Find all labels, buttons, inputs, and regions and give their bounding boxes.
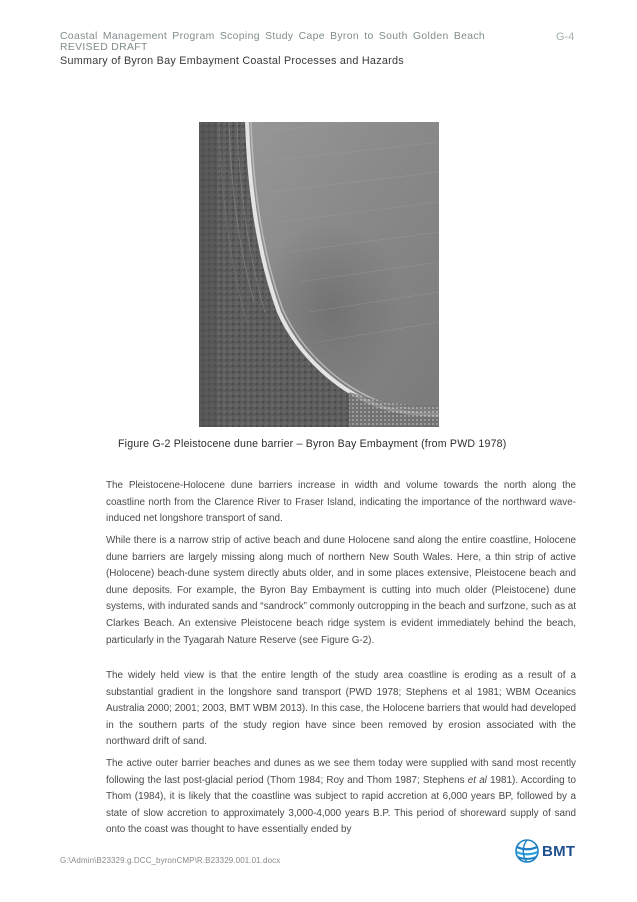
figure-caption: Figure G-2 Pleistocene dune barrier – Byron Bay Embayment (from PWD 1978) bbox=[118, 438, 507, 450]
body-paragraph: The widely held view is that the entire length of the study area coastline is eroding as a result of a substantial gradient in the longshore sand transport (PWD 1978; Stephens et al 1981; WBM Oceanics Australia 2000; 2001; 2003, BMT WBM 2013). In this case, the Holocene barriers that would had developed in the southern parts of the study region have since been removed by erosion associated with the northward drift of sand. bbox=[106, 670, 576, 748]
body-paragraph: The Pleistocene-Holocene dune barriers increase in width and volume towards the north along the coastline north from the Clarence River to Fraser Island, indicating the importance of the northward wave-induced net longshore transport of sand. bbox=[106, 480, 576, 525]
body-paragraph: While there is a narrow strip of active beach and dune Holocene sand along the entire coastline, Holocene dune barriers are largely missing along much of northern New South Wales. Here, a thin strip of active (Holocene) beach-dune system directly abuts older, and in some places extensive, Pleistocene beach and dune deposits. For example, the Byron Bay Embayment is cutting into much older (Pleistocene) dune systems, with indurated sands and “sandrock” commonly outcropping in the beach and surfzone, such as at Clarkes Beach. An extensive Pleistocene beach ridge system is evident immediately behind the beach, particularly in the Tyagarah Nature Reserve (see Figure G-2). bbox=[106, 535, 576, 646]
header-draft-status: REVISED DRAFT bbox=[60, 42, 148, 53]
header-subtitle: Summary of Byron Bay Embayment Coastal Processes and Hazards bbox=[60, 55, 404, 67]
body-paragraph bbox=[106, 756, 576, 839]
paragraph-text: The active outer barrier beaches and dunes as we see them today were supplied with sand most recently following the last post-glacial period (Thom 1984; Roy and Thom 1987; Stephens bbox=[106, 758, 576, 786]
paragraph-text: 1981). According to Thom (1984), it is likely that the coastline was subject to rapid accretion at 6,000 years BP, followed by a state of slow accretion to approximately 3,000-4,000 years B.P. This period of shoreward supply of sand onto the coast was thought to have essentially ended by bbox=[106, 774, 577, 836]
page-number: G-4 bbox=[556, 31, 575, 43]
bmt-globe-icon bbox=[514, 838, 540, 864]
paragraph-italic-text: et al bbox=[467, 774, 487, 786]
header-title: Coastal Management Program Scoping Study Cape Byron to South Golden Beach bbox=[60, 31, 486, 42]
bmt-logo bbox=[514, 837, 578, 865]
footer-file-path: G:\Admin\B23329.g.DCC_byronCMP\R.B23329.001.01.docx bbox=[60, 856, 281, 865]
bmt-logo-text: BMT bbox=[542, 843, 576, 860]
aerial-photo bbox=[199, 122, 439, 427]
